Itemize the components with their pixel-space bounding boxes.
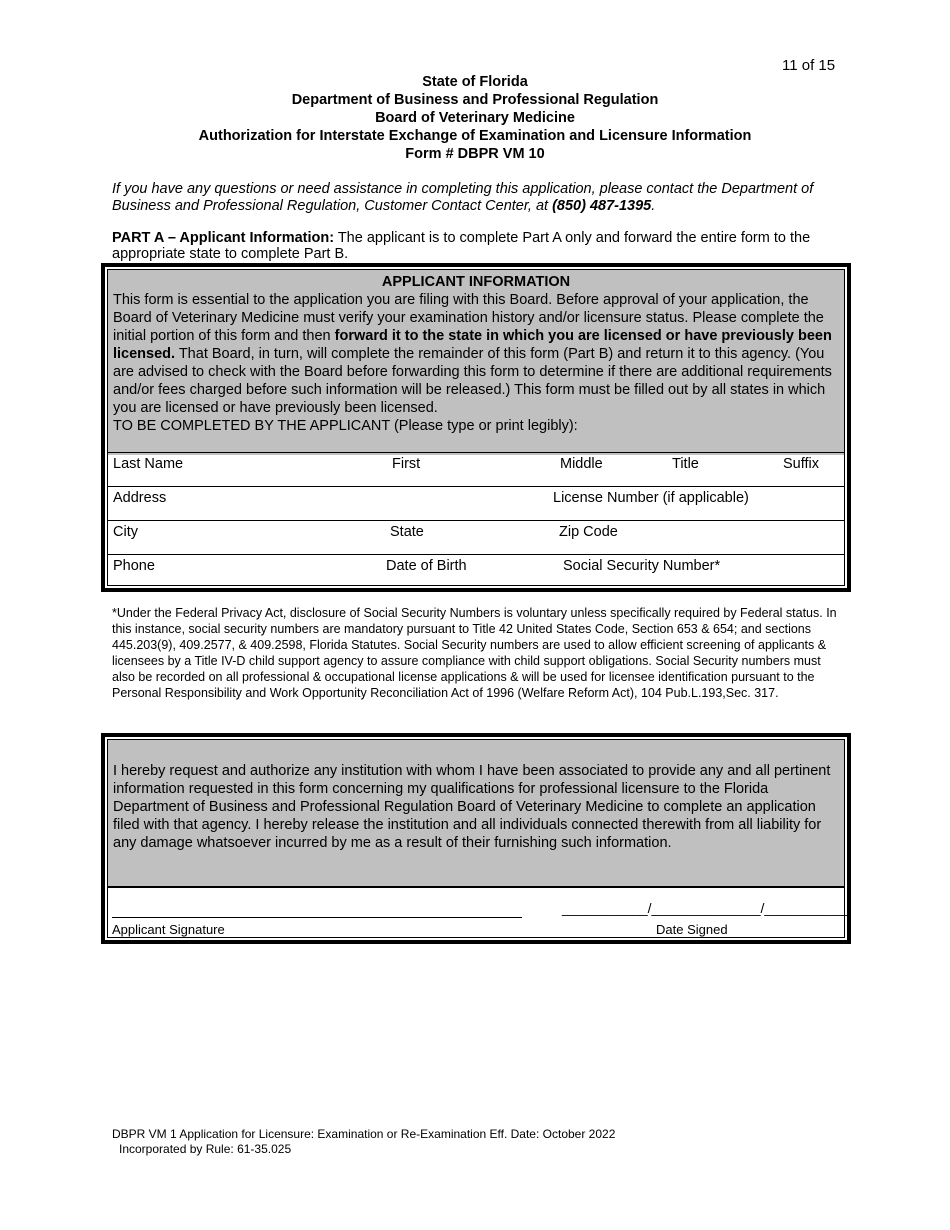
- suffix-field[interactable]: Suffix: [783, 456, 820, 472]
- zip-code-field[interactable]: Zip Code: [559, 524, 618, 540]
- name-row[interactable]: [108, 452, 844, 487]
- page-number: 11 of 15: [782, 57, 836, 74]
- applicant-information-box: [101, 263, 851, 592]
- last-name-field[interactable]: Last Name: [113, 456, 184, 472]
- applicant-inner-frame: [107, 269, 845, 586]
- applicant-info-shaded: [108, 270, 844, 455]
- phone-row[interactable]: [108, 554, 844, 589]
- applicant-info-title: APPLICANT INFORMATION: [381, 274, 571, 290]
- header-department: Department of Business and Professional Regulation: [291, 92, 659, 108]
- date-of-birth-field[interactable]: Date of Birth: [386, 558, 467, 574]
- part-a-label: PART A – Applicant Information:: [112, 230, 335, 246]
- signature-line[interactable]: [112, 917, 522, 918]
- ssn-field[interactable]: Social Security Number*: [563, 558, 721, 574]
- date-signed-label: Date Signed: [656, 922, 728, 937]
- intro-end: .: [651, 198, 656, 214]
- license-number-field[interactable]: License Number (if applicable): [553, 490, 749, 506]
- applicant-signature-label: Applicant Signature: [112, 922, 225, 937]
- applicant-instruction: TO BE COMPLETED BY THE APPLICANT (Please type or print legibly):: [113, 418, 578, 434]
- title-field[interactable]: Title: [672, 456, 699, 472]
- header-form-title: Authorization for Interstate Exchange of Examination and Licensure Information: [198, 128, 752, 144]
- contact-intro: [112, 181, 852, 215]
- date-signed-line[interactable]: ___________/______________/___________: [562, 900, 851, 916]
- intro-text: If you have any questions or need assistance in completing this application, please contact the Department of Business and Professional Regulation, Customer Contact Center, at: [112, 181, 814, 214]
- city-field[interactable]: City: [113, 524, 138, 540]
- city-row[interactable]: [108, 520, 844, 555]
- form-header: [0, 73, 950, 163]
- state-field[interactable]: State: [390, 524, 424, 540]
- privacy-act-notice: *Under the Federal Privacy Act, disclosure of Social Security Numbers is voluntary unless specifically required by Federal status. In this instance, social security numbers are mandatory pursuant to Title 42 United States Code, Section 653 & 654; and sections 445.203(9), 409.2577, & 409.2598, Florida Statutes. Social Security numbers are used to allow efficient screening of applicants & licensees by a Title IV-D child support agency to assure compliance with child support obligations. Social Security numbers must also be recorded on all professional & occupational license applications & will be used for licensee identification pursuant to the Personal Responsibility and Work Opportunity Reconciliation Act of 1996 (Welfare Reform Act), 104 Pub.L.193,Sec. 317.: [112, 606, 837, 700]
- phone-field[interactable]: Phone: [113, 558, 155, 574]
- footer-rule: Incorporated by Rule: 61-35.025: [119, 1142, 292, 1156]
- para-bold: forward it to the state in which you are licensed or have previously been licensed.: [113, 328, 832, 362]
- applicant-info-paragraph: [113, 291, 839, 417]
- part-a-text: The applicant is to complete Part A only and forward the entire form to the appropriate state to complete Part B.: [112, 230, 811, 262]
- page-footer: [112, 1127, 615, 1157]
- first-name-field[interactable]: First: [392, 456, 421, 472]
- part-a-instructions: [112, 230, 852, 262]
- authorization-statement: I hereby request and authorize any institution with whom I have been associated to provide any and all pertinent information requested in this form concerning my qualifications for professional licensure to the Florida Department of Business and Professional Regulation Board of Veterinary Medicine to complete an application filed with that agency. I hereby release the institution and all individuals connected therewith from all liability for any damage whatsoever incurred by me as a result of their furnishing such information.: [108, 740, 844, 888]
- header-state: State of Florida: [422, 74, 528, 90]
- header-board: Board of Veterinary Medicine: [375, 110, 575, 126]
- address-row[interactable]: [108, 486, 844, 521]
- para-part-1: This form is essential to the application you are filing with this Board. Before approval of your application, the Board of Veterinary Medicine must verify your examination history and/or licensure status. Please complete the initial portion of this form and then: [113, 292, 824, 344]
- para-part-2: That Board, in turn, will complete the remainder of this form (Part B) and return it to this agency. (You are advised to check with the Board before forwarding this form to determine if there are additional requirements and/or fees charged before such information will be released.) This form must be filled out by all states in which you are licensed or have previously been licensed.: [113, 346, 832, 416]
- footer-form-info: DBPR VM 1 Application for Licensure: Examination or Re-Examination Eff. Date: October 2022: [112, 1127, 616, 1141]
- address-field[interactable]: Address: [113, 490, 167, 506]
- header-form-number: Form # DBPR VM 10: [405, 146, 545, 162]
- middle-name-field[interactable]: Middle: [560, 456, 603, 472]
- contact-phone: (850) 487-1395: [552, 198, 652, 214]
